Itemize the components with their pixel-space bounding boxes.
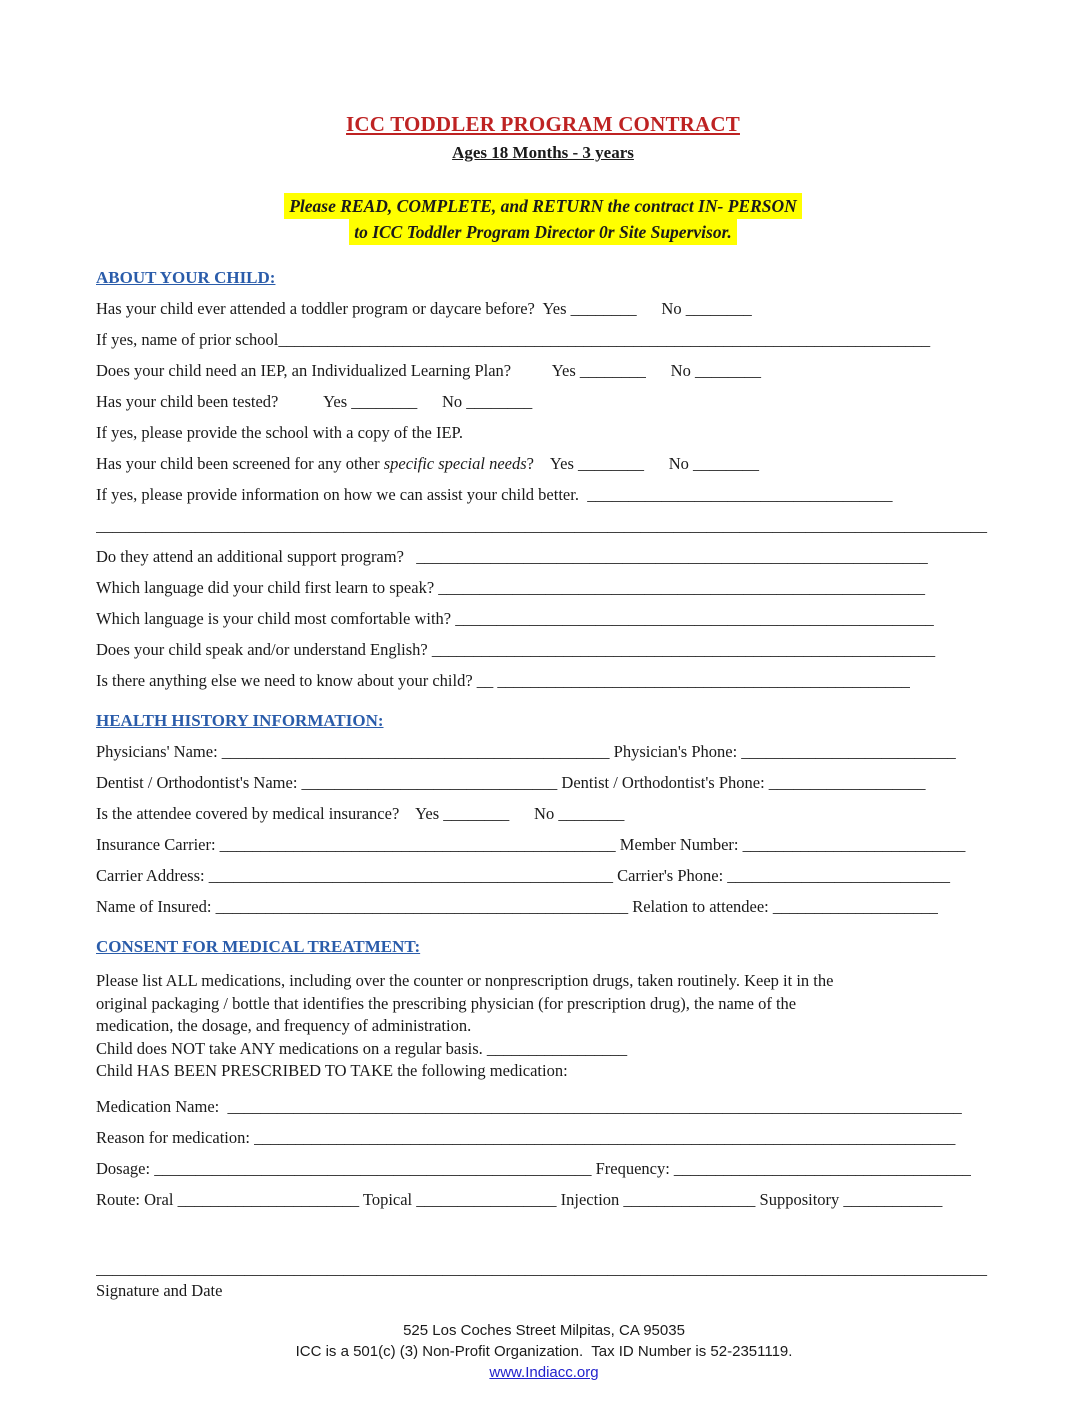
- section-health-history: [96, 706, 990, 922]
- document-title: ICC TODDLER PROGRAM CONTRACT: [346, 112, 740, 136]
- signature-label: Signature and Date: [96, 1280, 223, 1300]
- note-iep-copy: If yes, please provide the school with a copy of the IEP.: [96, 423, 464, 442]
- medication-fields: [96, 1091, 990, 1215]
- q-comfortable-language: Which language is your child most comfortable with? __________________________________________________________: [96, 609, 934, 628]
- q-screened-special-needs: [96, 448, 990, 479]
- q-iep-needed: Does your child need an IEP, an Individualized Learning Plan? Yes ________ No ________: [96, 361, 761, 380]
- document-subtitle: Ages 18 Months - 3 years: [452, 143, 634, 162]
- medication-reason-line: Reason for medication: _____________________________________________________________________________________: [96, 1127, 956, 1147]
- insured-relation-line: Name of Insured: __________________________________________________ Relation to attendee: ____________________: [96, 897, 938, 916]
- q-support-program: Do they attend an additional support program? ______________________________________________________________: [96, 547, 928, 566]
- screened-text-post: ? Yes ________ No ________: [526, 454, 760, 473]
- q-attended-before: Has your child ever attended a toddler program or daycare before? Yes ________ No ________: [96, 299, 752, 318]
- insurance-carrier-member-line: Insurance Carrier: ________________________________________________ Member Number: ___________________________: [96, 835, 966, 854]
- notice-line-1: Please READ, COMPLETE, and RETURN the contract IN- PERSON: [284, 193, 802, 219]
- footer-org-taxid: ICC is a 501(c) (3) Non-Profit Organization. Tax ID Number is 52-2351119.: [295, 1343, 793, 1360]
- blank-continuation-line: ____________________________________________________________________________________________________________: [96, 516, 987, 535]
- footer-address: 525 Los Coches Street Milpitas, CA 95035: [403, 1322, 685, 1339]
- medication-name-line: Medication Name: _________________________________________________________________________________________: [96, 1096, 962, 1116]
- prescribed-line: Child HAS BEEN PRESCRIBED TO TAKE the following medication:: [96, 1061, 568, 1080]
- q-anything-else: Is there anything else we need to know about your child? __ __________________________________________________: [96, 671, 910, 690]
- q-assist-better: If yes, please provide information on how we can assist your child better. _____________________________________: [96, 485, 893, 504]
- carrier-address-phone-line: Carrier Address: _________________________________________________ Carrier's Phone: ___________________________: [96, 866, 951, 885]
- about-heading: ABOUT YOUR CHILD:: [96, 268, 276, 287]
- section-about-your-child: [96, 263, 990, 696]
- consent-heading: CONSENT FOR MEDICAL TREATMENT:: [96, 937, 421, 956]
- section-medical-consent: [96, 932, 990, 1215]
- notice-line-2: to ICC Toddler Program Director 0r Site Supervisor.: [349, 219, 737, 245]
- document-footer: [0, 1320, 1088, 1383]
- physician-name-phone-line: Physicians' Name: _______________________________________________ Physician's Phone: __________________________: [96, 742, 956, 761]
- paragraph-line-2: original packaging / bottle that identifies the prescribing physician (for prescription drug), the name of the: [96, 993, 797, 1013]
- q-prior-school: If yes, name of prior school_______________________________________________________________________________: [96, 330, 931, 349]
- q-first-language: Which language did your child first learn to speak? ___________________________________________________________: [96, 578, 926, 597]
- footer-website-link[interactable]: www.Indiacc.org: [489, 1364, 599, 1381]
- q-child-tested: Has your child been tested? Yes ________ No ________: [96, 392, 533, 411]
- health-heading: HEALTH HISTORY INFORMATION:: [96, 711, 384, 730]
- dosage-frequency-line: Dosage: _____________________________________________________ Frequency: ____________________________________: [96, 1158, 971, 1178]
- return-notice: [96, 193, 990, 245]
- signature-block: [96, 1259, 990, 1303]
- paragraph-line-1: Please list ALL medications, including over the counter or nonprescription drugs, taken routinely. Keep it in the: [96, 971, 834, 990]
- screened-text-italic: specific special needs: [383, 454, 527, 473]
- signature-rule: ____________________________________________________________________________________________________________: [96, 1258, 987, 1278]
- screened-text-pre: Has your child been screened for any other: [96, 454, 384, 473]
- dentist-name-phone-line: Dentist / Orthodontist's Name: _______________________________ Dentist / Orthodontist's Phone: ___________________: [96, 773, 926, 792]
- q-understands-english: Does your child speak and/or understand English? _____________________________________________________________: [96, 640, 936, 659]
- no-medications-line: Child does NOT take ANY medications on a regular basis. _________________: [96, 1038, 628, 1058]
- paragraph-line-3: medication, the dosage, and frequency of administration.: [96, 1016, 472, 1035]
- route-line: Route: Oral ______________________ Topical _________________ Injection ________________ Suppository ____________: [96, 1189, 943, 1209]
- medications-paragraph: [96, 970, 990, 1083]
- q-medical-insurance: Is the attendee covered by medical insurance? Yes ________ No ________: [96, 804, 625, 823]
